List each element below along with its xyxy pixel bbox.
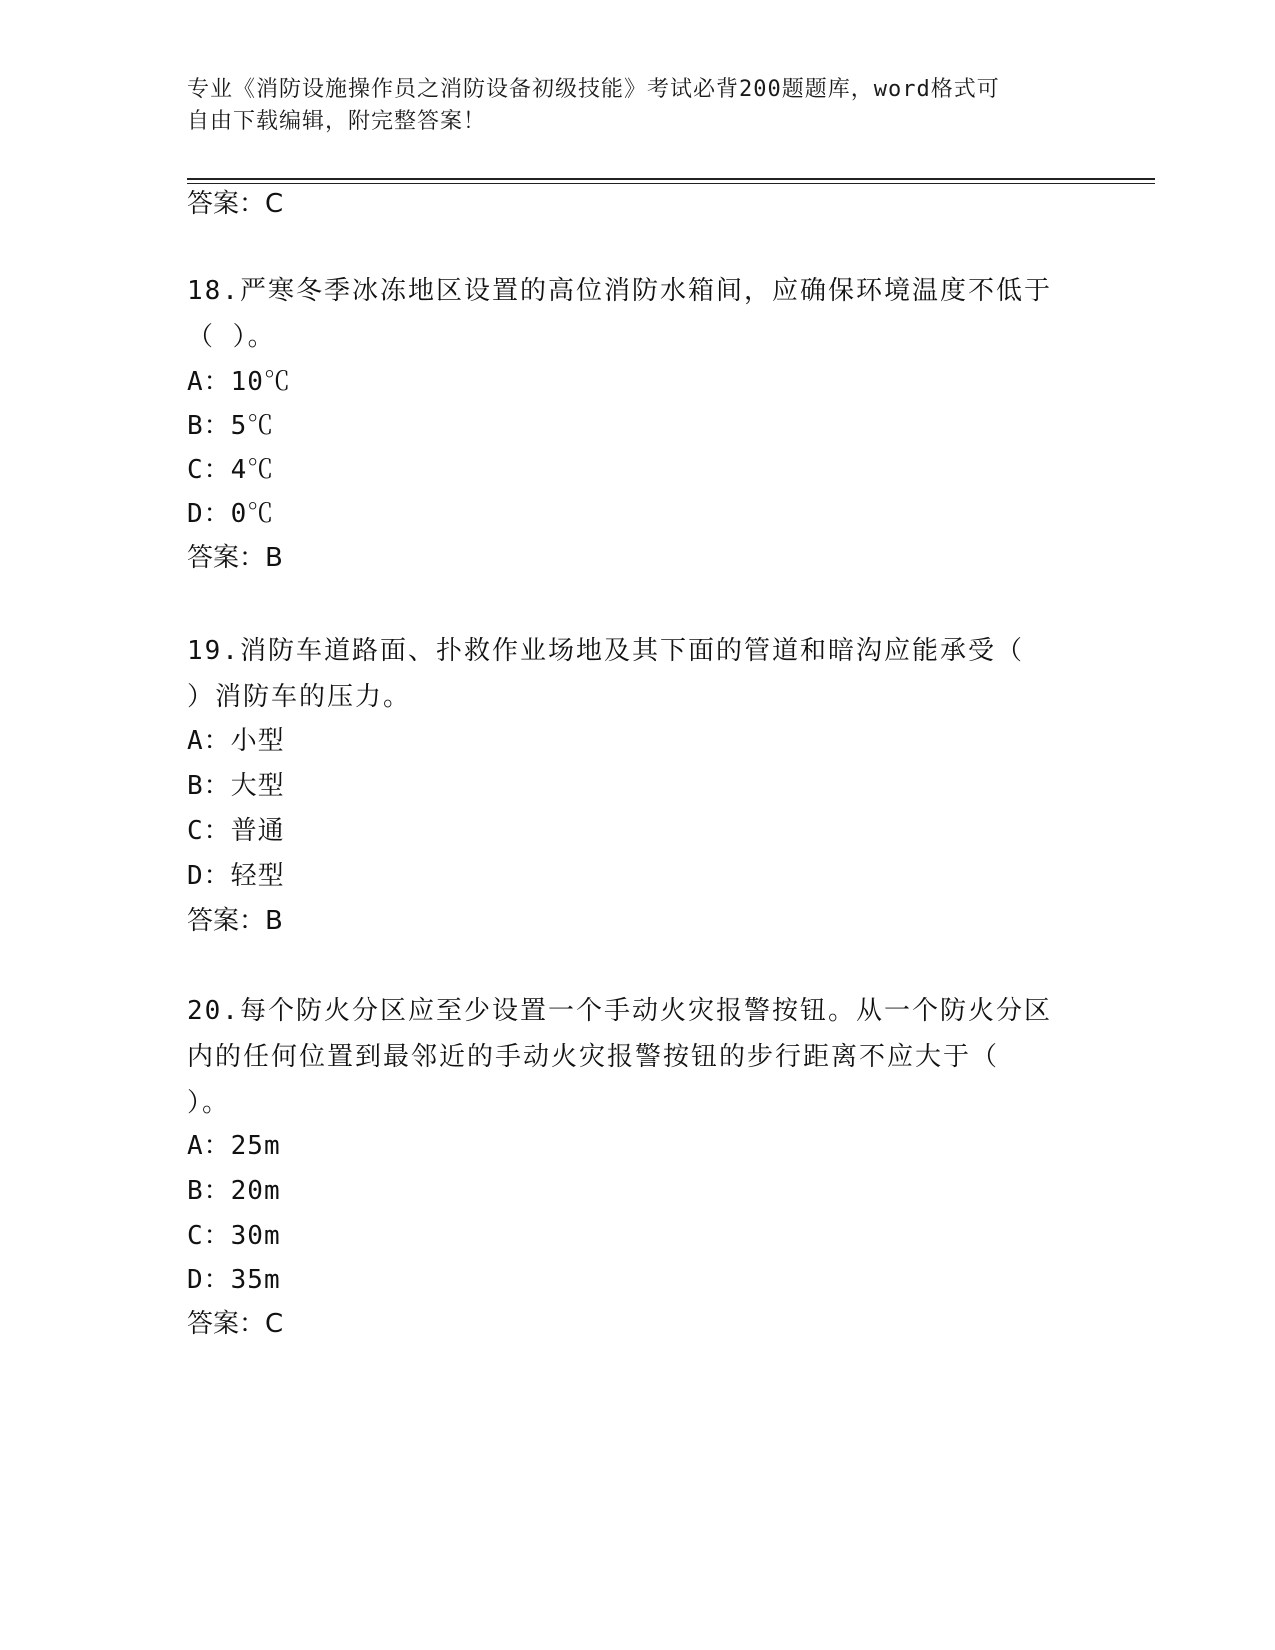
question-stem-line: 18.严寒冬季冰冻地区设置的高位消防水箱间，应确保环境温度不低于 <box>187 276 1052 306</box>
question-18-option-a: A：10℃ <box>187 367 291 397</box>
question-stem-line: 20.每个防火分区应至少设置一个手动火灾报警按钮。从一个防火分区 <box>187 996 1052 1026</box>
header-divider-thick <box>187 178 1155 180</box>
question-19-option-c: C：普通 <box>187 816 285 846</box>
question-18-option-c: C：4℃ <box>187 455 275 485</box>
question-18-stem <box>187 268 1087 360</box>
question-20-answer: 答案：C <box>187 1309 284 1339</box>
question-stem-line: ）。 <box>187 1088 231 1118</box>
question-18-option-d: D：0℃ <box>187 499 275 529</box>
question-19-option-a: A：小型 <box>187 726 285 756</box>
question-stem-line: 19.消防车道路面、扑救作业场地及其下面的管道和暗沟应能承受（ <box>187 636 1024 666</box>
question-20-stem <box>187 988 1087 1126</box>
header-line-1: 专业《消防设施操作员之消防设备初级技能》考试必背200题题库，word格式可 <box>187 77 1000 102</box>
question-stem-line: （ ）。 <box>187 322 276 352</box>
question-18-option-b: B：5℃ <box>187 411 275 441</box>
question-20-option-a: A：25m <box>187 1131 281 1161</box>
question-stem-line: ）消防车的压力。 <box>187 682 412 712</box>
question-18-answer: 答案：B <box>187 543 283 573</box>
question-20-option-d: D：35m <box>187 1265 281 1295</box>
document-header <box>187 74 1067 138</box>
header-line-2: 自由下载编辑，附完整答案！ <box>187 109 487 134</box>
question-19-option-d: D：轻型 <box>187 861 285 891</box>
question-19-option-b: B：大型 <box>187 771 285 801</box>
previous-answer: 答案：C <box>187 189 284 219</box>
question-20-option-b: B：20m <box>187 1176 281 1206</box>
question-19-answer: 答案：B <box>187 906 283 936</box>
question-19-stem <box>187 628 1087 720</box>
header-divider-thin <box>187 183 1155 184</box>
question-20-option-c: C：30m <box>187 1221 281 1251</box>
question-stem-line: 内的任何位置到最邻近的手动火灾报警按钮的步行距离不应大于（ <box>187 1042 1000 1072</box>
